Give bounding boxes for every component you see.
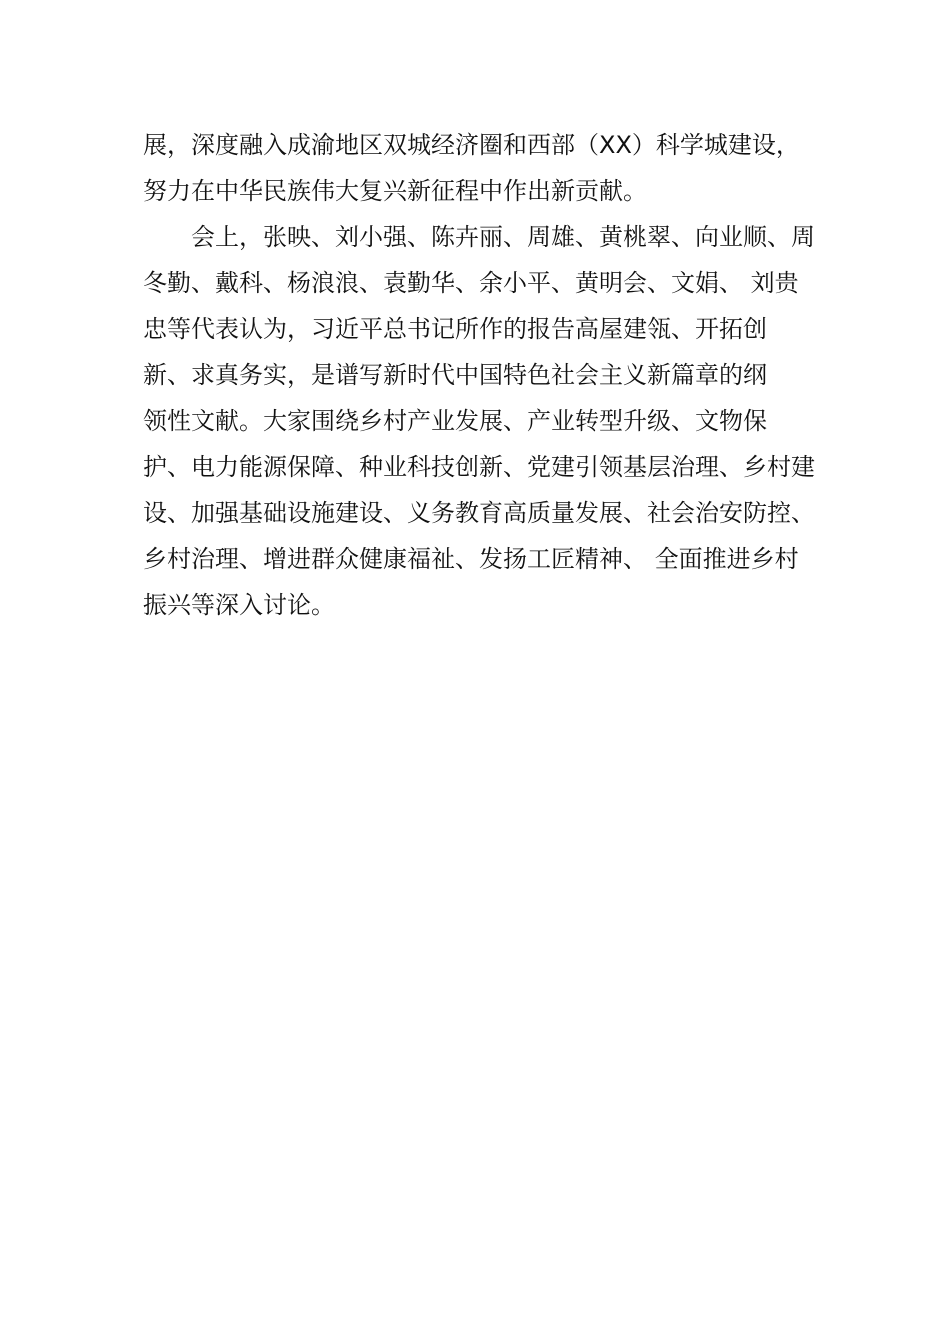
text-line: 冬勤、戴科、杨浪浪、袁勤华、余小平、黄明会、文娟、 刘贵 xyxy=(143,269,799,297)
text-line: 护、电力能源保障、种业科技创新、党建引领基层治理、乡村建 xyxy=(143,453,815,481)
paragraph-start-line: 会上，张映、刘小强、陈卉丽、周雄、黄桃翠、向业顺、周 xyxy=(191,223,815,251)
text-line: 乡村治理、增进群众健康福祉、发扬工匠精神、 全面推进乡村 xyxy=(143,545,799,573)
text-line: 展，深度融入成渝地区双城经济圈和西部（XX）科学城建设， xyxy=(143,131,800,159)
text-line: 忠等代表认为，习近平总书记所作的报告高屋建瓴、开拓创 xyxy=(143,315,767,343)
text-line: 新、求真务实，是谱写新时代中国特色社会主义新篇章的纲 xyxy=(143,361,767,389)
text-line: 努力在中华民族伟大复兴新征程中作出新贡献。 xyxy=(143,177,647,205)
text-line: 设、加强基础设施建设、义务教育高质量发展、社会治安防控、 xyxy=(143,499,815,527)
body-text xyxy=(143,122,833,628)
text-line: 振兴等深入讨论。 xyxy=(143,591,335,619)
text-line: 领性文献。大家围绕乡村产业发展、产业转型升级、文物保 xyxy=(143,407,767,435)
